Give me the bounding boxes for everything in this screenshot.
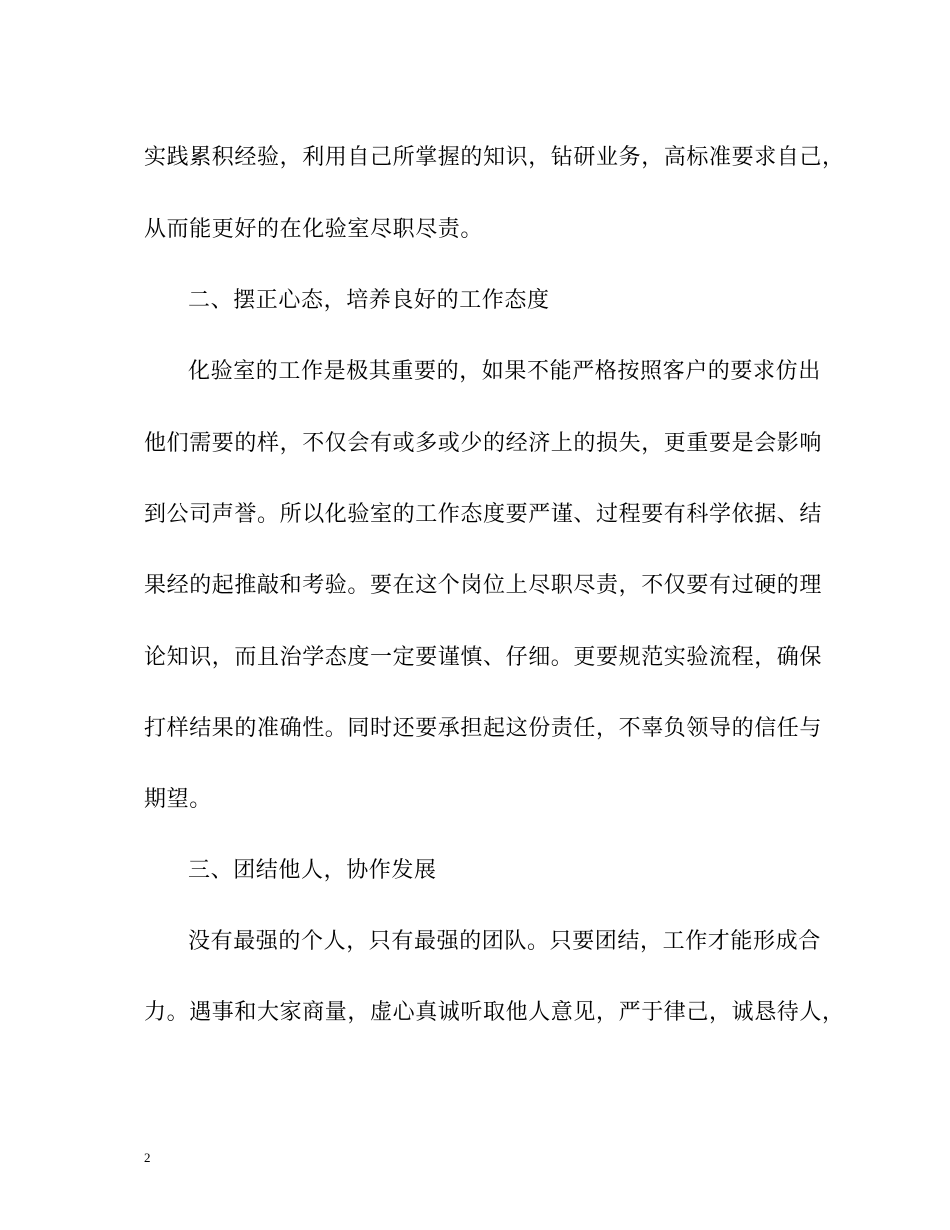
page-number: 2 — [144, 1150, 151, 1165]
section-heading: 二、摆正心态，培养良好的工作态度 — [188, 288, 550, 313]
text-line: 从而能更好的在化验室尽职尽责。 — [144, 217, 484, 242]
text-line: 实践累积经验，利用自己所掌握的知识，钻研业务，高标准要求自己， — [144, 145, 845, 170]
text-line: 论知识，而且治学态度一定要谨慎、仔细。更要规范实验流程，确保 — [144, 645, 823, 670]
text-line: 期望。 — [144, 787, 212, 812]
text-line: 到公司声誉。所以化验室的工作态度要严谨、过程要有科学依据、结 — [144, 502, 823, 527]
section-heading: 三、团结他人，协作发展 — [188, 858, 437, 883]
text-line: 果经的起推敲和考验。要在这个岗位上尽职尽责，不仅要有过硬的理 — [144, 573, 823, 598]
text-line: 力。遇事和大家商量，虚心真诚听取他人意见，严于律己，诚恳待人， — [144, 1000, 845, 1025]
text-line: 化验室的工作是极其重要的，如果不能严格按照客户的要求仿出 — [188, 359, 821, 384]
text-line: 没有最强的个人，只有最强的团队。只要团结，工作才能形成合 — [188, 929, 821, 954]
text-line: 打样结果的准确性。同时还要承担起这份责任，不辜负领导的信任与 — [144, 716, 823, 741]
text-line: 他们需要的样，不仅会有或多或少的经济上的损失，更重要是会影响 — [144, 431, 823, 456]
